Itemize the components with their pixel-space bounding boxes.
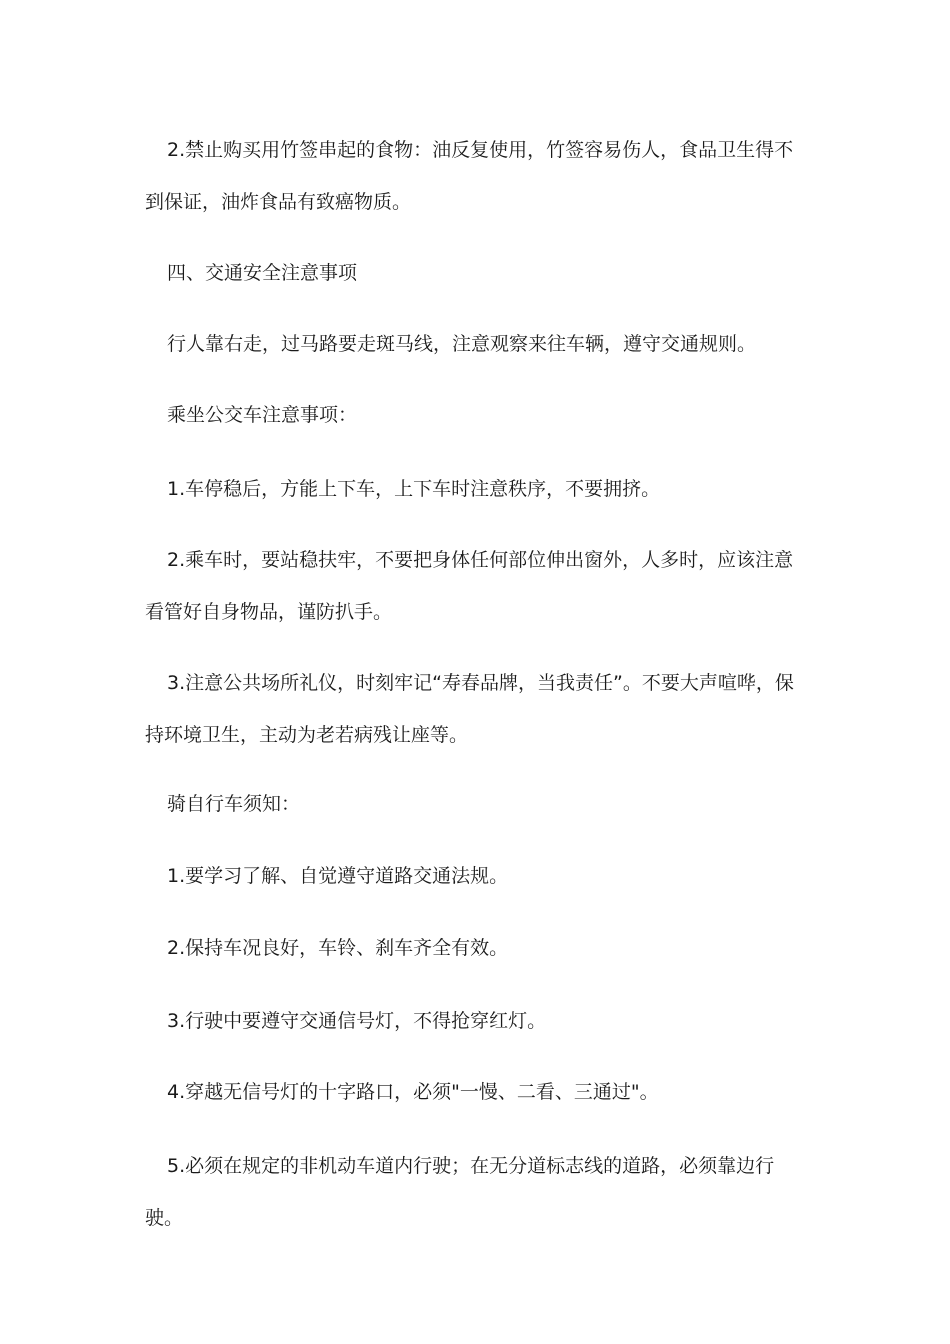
paragraph-bus-item-3: 3.注意公共场所礼仪，时刻牢记“寿春品牌，当我责任”。不要大声喧哗，保持环境卫生，主动为老若病残让座等。 — [145, 672, 794, 746]
paragraph-pedestrian-rules: 行人靠右走，过马路要走斑马线，注意观察来往车辆，遵守交通规则。 — [167, 333, 757, 355]
subheading-bus-rules: 乘坐公交车注意事项： — [167, 404, 358, 426]
paragraph-bicycle-item-4: 4.穿越无信号灯的十字路口，必须"一慢、二看、三通过"。 — [167, 1081, 659, 1103]
subheading-bicycle-rules: 骑自行车须知： — [167, 793, 301, 815]
paragraph-bicycle-item-3: 3.行驶中要遵守交通信号灯，不得抢穿红灯。 — [167, 1010, 547, 1032]
paragraph-bus-item-1: 1.车停稳后，方能上下车，上下车时注意秩序，不要拥挤。 — [167, 478, 661, 500]
paragraph-bicycle-item-2: 2.保持车况良好，车铃、刹车齐全有效。 — [167, 937, 509, 959]
section-heading-traffic-safety: 四、交通安全注意事项 — [167, 262, 358, 284]
paragraph-bicycle-item-5: 5.必须在规定的非机动车道内行驶；在无分道标志线的道路，必须靠边行驶。 — [145, 1155, 775, 1229]
paragraph-bus-item-2: 2.乘车时，要站稳扶牢，不要把身体任何部位伸出窗外，人多时，应该注意看管好自身物品，谨防扒手。 — [145, 549, 794, 623]
paragraph-bicycle-item-1: 1.要学习了解、自觉遵守道路交通法规。 — [167, 865, 509, 887]
paragraph-food-safety-item-2: 2.禁止购买用竹签串起的食物：油反复使用，竹签容易伤人，食品卫生得不到保证，油炸食品有致癌物质。 — [145, 139, 794, 213]
